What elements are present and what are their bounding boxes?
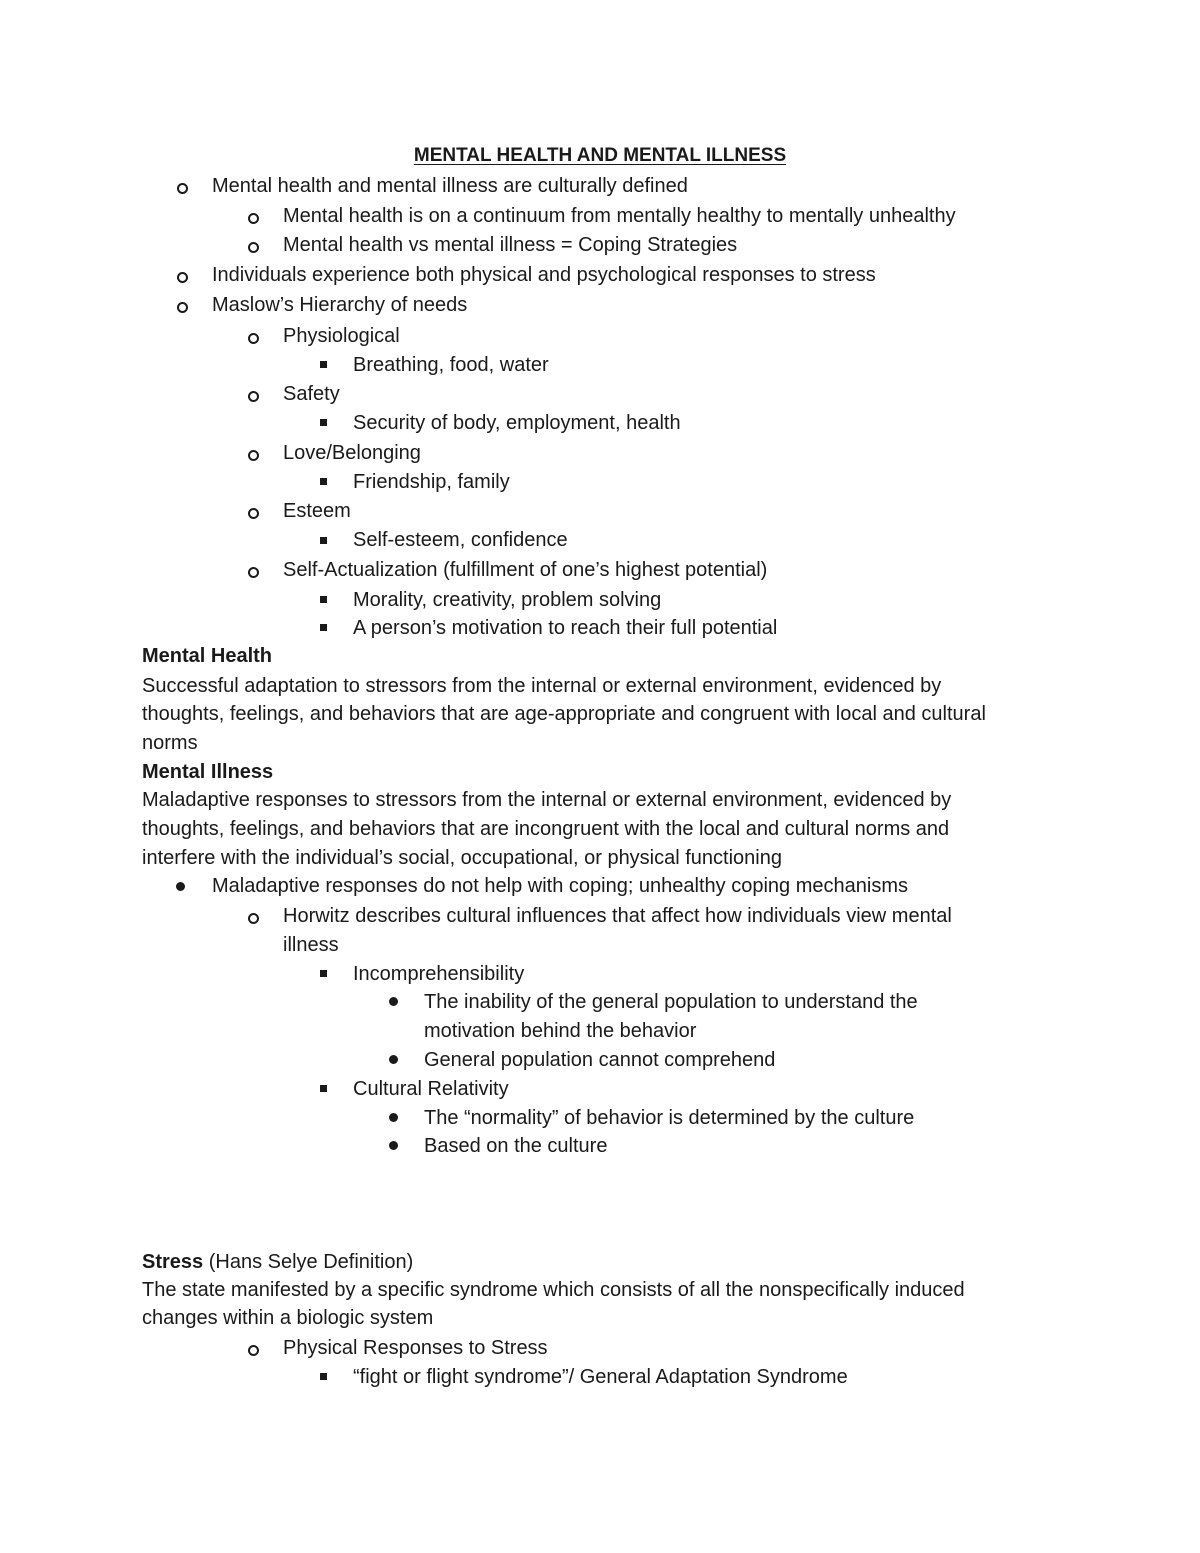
solid-dot-bullet-icon (389, 1113, 398, 1122)
mental-health-definition-line: Successful adaptation to stressors from the internal or external environment, evidenced by (142, 675, 942, 697)
square-bullet-icon (320, 624, 327, 631)
hollow-circle-bullet-icon (248, 567, 259, 578)
mental-illness-bullet-continued: motivation behind the behavior (424, 1020, 697, 1042)
stress-bullet: Physical Responses to Stress (283, 1337, 548, 1359)
square-bullet-icon (320, 537, 327, 544)
hollow-circle-bullet-icon (248, 391, 259, 402)
hollow-circle-bullet-icon (248, 242, 259, 253)
square-bullet-icon (320, 419, 327, 426)
square-bullet-icon (320, 970, 327, 977)
solid-dot-bullet-icon (389, 1141, 398, 1150)
solid-dot-bullet-icon (176, 882, 185, 891)
outline-item: Morality, creativity, problem solving (353, 589, 662, 611)
mental-health-definition-line: norms (142, 732, 198, 754)
hollow-circle-bullet-icon (248, 913, 259, 924)
hollow-circle-bullet-icon (177, 272, 188, 283)
outline-item: Breathing, food, water (353, 354, 549, 376)
square-bullet-icon (320, 361, 327, 368)
square-bullet-icon (320, 596, 327, 603)
stress-heading-bold: Stress (142, 1251, 204, 1273)
mental-illness-bullet: Based on the culture (424, 1135, 608, 1157)
square-bullet-icon (320, 1373, 327, 1380)
mental-illness-bullet: The “normality” of behavior is determined by the culture (424, 1107, 915, 1129)
mental-illness-definition-line: thoughts, feelings, and behaviors that are incongruent with the local and cultural norms and (142, 818, 950, 840)
hollow-circle-bullet-icon (248, 1345, 259, 1356)
outline-item: Mental health vs mental illness = Coping Strategies (283, 234, 738, 256)
mental-illness-bullet: Incomprehensibility (353, 963, 525, 985)
hollow-circle-bullet-icon (248, 508, 259, 519)
mental-illness-heading: Mental Illness (142, 761, 274, 783)
mental-illness-bullet: Maladaptive responses do not help with coping; unhealthy coping mechanisms (212, 875, 908, 897)
hollow-circle-bullet-icon (248, 333, 259, 344)
outline-item: Friendship, family (353, 471, 510, 493)
hollow-circle-bullet-icon (248, 213, 259, 224)
solid-dot-bullet-icon (389, 1055, 398, 1064)
outline-item: Self-esteem, confidence (353, 529, 568, 551)
outline-item: Security of body, employment, health (353, 412, 681, 434)
solid-dot-bullet-icon (389, 997, 398, 1006)
outline-item: Mental health and mental illness are culturally defined (212, 175, 688, 197)
stress-definition-line: changes within a biologic system (142, 1307, 434, 1329)
stress-heading (142, 1248, 413, 1276)
stress-definition-line: The state manifested by a specific syndrome which consists of all the nonspecifically induced (142, 1279, 965, 1301)
outline-item: Safety (283, 383, 340, 405)
outline-item: Physiological (283, 325, 400, 347)
mental-illness-bullet-continued: illness (283, 934, 339, 956)
mental-illness-bullet: Cultural Relativity (353, 1078, 509, 1100)
page-title: MENTAL HEALTH AND MENTAL ILLNESS (413, 145, 787, 166)
mental-illness-bullet: General population cannot comprehend (424, 1049, 776, 1071)
stress-bullet: “fight or flight syndrome”/ General Adaptation Syndrome (353, 1366, 848, 1388)
outline-item: Love/Belonging (283, 442, 421, 464)
outline-item: Individuals experience both physical and psychological responses to stress (212, 264, 876, 286)
outline-item: Mental health is on a continuum from mentally healthy to mentally unhealthy (283, 205, 956, 227)
hollow-circle-bullet-icon (177, 302, 188, 313)
mental-illness-definition-line: interfere with the individual’s social, occupational, or physical functioning (142, 847, 782, 869)
stress-heading-source: (Hans Selye Definition) (203, 1251, 414, 1273)
square-bullet-icon (320, 478, 327, 485)
outline-item: Maslow’s Hierarchy of needs (212, 294, 468, 316)
mental-health-definition-line: thoughts, feelings, and behaviors that are age-appropriate and congruent with local and cultural (142, 703, 986, 725)
hollow-circle-bullet-icon (177, 183, 188, 194)
mental-illness-bullet: Horwitz describes cultural influences that affect how individuals view mental (283, 905, 952, 927)
outline-item: Self-Actualization (fulfillment of one’s highest potential) (283, 559, 768, 581)
mental-illness-definition-line: Maladaptive responses to stressors from the internal or external environment, evidenced by (142, 789, 952, 811)
mental-health-heading: Mental Health (142, 645, 273, 667)
outline-item: Esteem (283, 500, 351, 522)
mental-illness-bullet: The inability of the general population to understand the (424, 991, 918, 1013)
square-bullet-icon (320, 1085, 327, 1092)
outline-item: A person’s motivation to reach their full potential (353, 617, 778, 639)
hollow-circle-bullet-icon (248, 450, 259, 461)
